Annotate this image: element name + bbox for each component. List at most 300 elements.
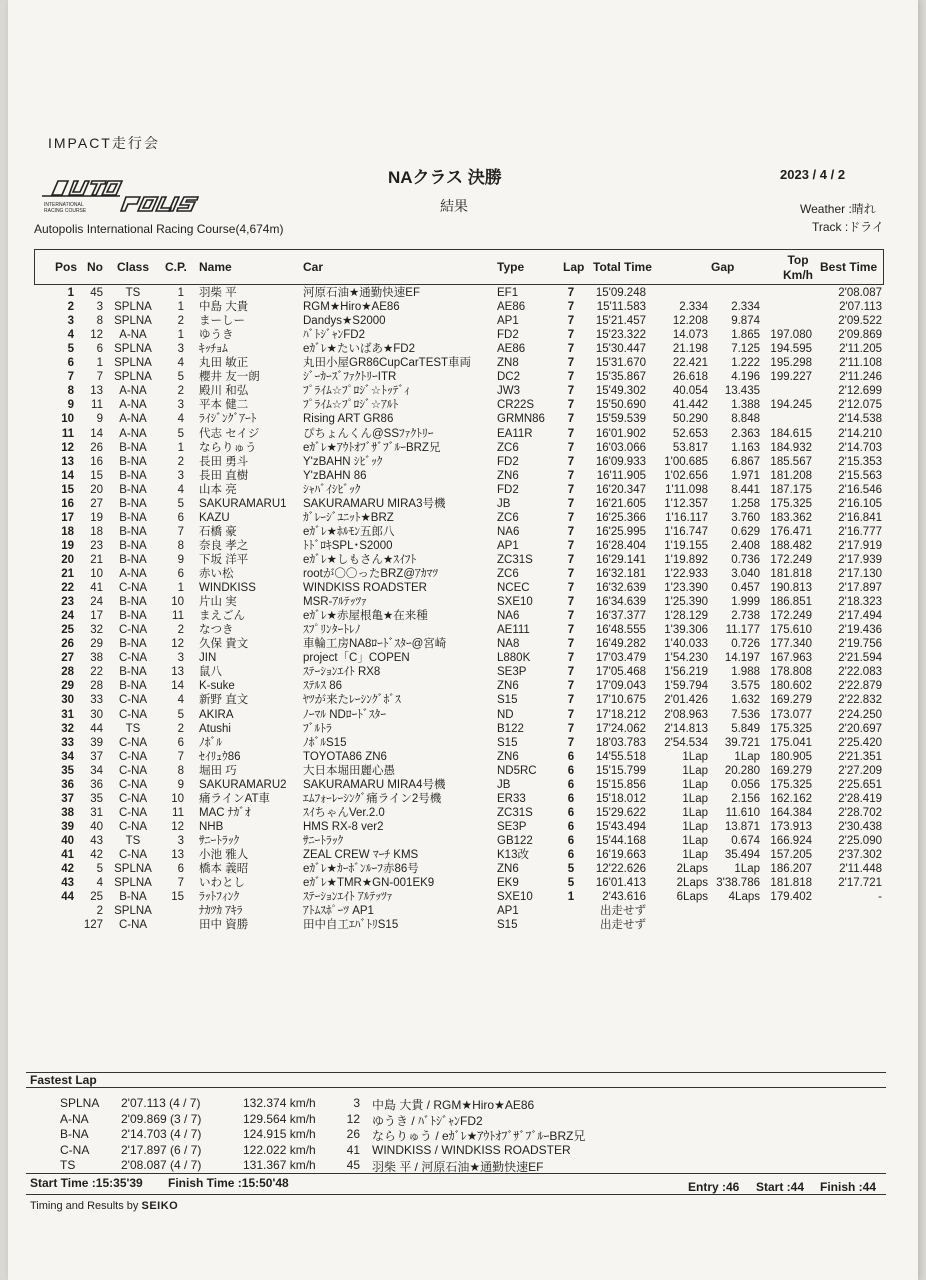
cell-class: B-NA — [119, 455, 147, 468]
cell-class-position: 1 — [177, 329, 184, 342]
cell-gap-to-previous: 0.457 — [731, 582, 760, 595]
cell-car-type: GB122 — [497, 834, 533, 847]
cell-pos: 37 — [61, 792, 74, 805]
col-type: Type — [497, 260, 525, 274]
cell-gap-to-leader: 1Lap — [682, 764, 708, 777]
cell-top-speed: 184.932 — [770, 441, 812, 454]
cell-car-type: EA11R — [497, 427, 533, 440]
cell-driver-name: SAKURAMARU2 — [199, 778, 287, 791]
cell-best-time: 2'08.087 — [838, 287, 882, 299]
table-row — [8, 863, 918, 876]
table-row — [8, 765, 918, 778]
cell-car-name: 車輪工房NA8ﾛｰﾄﾞｽﾀｰ@宮崎 — [303, 638, 447, 651]
fl-speed: 124.915 km/h — [243, 1127, 316, 1142]
autopolis-logo — [40, 178, 250, 216]
cell-driver-name: ｷｯﾁｮﾑ — [199, 343, 228, 356]
cell-pos: 13 — [61, 455, 74, 468]
table-row — [8, 779, 918, 792]
cell-class: B-NA — [119, 610, 147, 623]
cell-laps: 7 — [567, 483, 575, 496]
cell-car-type: JB — [497, 497, 511, 510]
cell-gap-to-previous: 6.867 — [731, 455, 760, 468]
cell-car-number: 2 — [96, 905, 103, 918]
cell-driver-name: K-suke — [199, 680, 235, 693]
cell-total-time: 15'09.248 — [595, 287, 646, 299]
cell-laps: 7 — [567, 539, 575, 552]
cell-top-speed: 166.924 — [770, 834, 812, 847]
cell-best-time: 2'20.697 — [838, 722, 882, 735]
table-row — [8, 737, 918, 750]
cell-gap-to-previous: 20.280 — [724, 764, 760, 777]
cell-class-position: 1 — [177, 441, 184, 454]
cell-car-number: 30 — [90, 708, 103, 721]
cell-driver-name: 山本 亮 — [199, 483, 237, 496]
table-row — [8, 751, 918, 764]
cell-pos: 25 — [61, 624, 74, 637]
table-row — [8, 919, 918, 932]
cell-pos: 21 — [61, 568, 74, 580]
cell-laps: 7 — [567, 301, 575, 314]
cell-total-time: 14'55.518 — [595, 750, 646, 763]
cell-class: B-NA — [119, 638, 147, 651]
cell-laps: 7 — [567, 553, 575, 566]
cell-total-time: 出走せず — [600, 905, 646, 918]
cell-car-number: 39 — [90, 736, 103, 749]
cell-car-number: 36 — [90, 778, 103, 791]
cell-top-speed: 199.227 — [770, 371, 812, 384]
cell-class-position: 3 — [177, 399, 184, 412]
event-name: IMPACT走行会 — [48, 135, 160, 151]
cell-pos: 17 — [61, 511, 74, 524]
divider — [26, 1194, 886, 1195]
cell-gap-to-leader: 1'28.129 — [664, 610, 708, 623]
cell-best-time: 2'16.105 — [838, 497, 882, 510]
cell-car-type: ER33 — [497, 792, 526, 805]
table-row — [8, 596, 918, 609]
cell-gap-to-previous: 3'38.786 — [716, 877, 760, 890]
cell-driver-name: まえごん — [199, 610, 245, 623]
cell-class-position: 6 — [177, 863, 184, 876]
cell-car-number: 12 — [90, 329, 103, 342]
cell-pos: 14 — [61, 469, 74, 482]
cell-class: SPLNA — [114, 863, 152, 876]
col-name: Name — [199, 260, 232, 274]
table-row — [8, 680, 918, 693]
cell-car-name: ﾌﾟﾗｲﾑ☆ﾌﾟﾛｼﾞ☆ｱﾙﾄ — [303, 399, 399, 412]
cell-top-speed: 178.808 — [770, 666, 812, 679]
cell-car-type: ND5RC — [497, 764, 537, 777]
fastest-lap-row — [8, 1096, 918, 1111]
cell-class: A-NA — [119, 329, 147, 342]
cell-best-time: 2'27.209 — [838, 764, 882, 777]
cell-driver-name: ﾗｯﾄﾌｨﾝｸ — [199, 891, 240, 904]
cell-top-speed: 175.325 — [770, 497, 812, 510]
cell-laps: 7 — [567, 722, 575, 735]
cell-gap-to-previous: 2.156 — [731, 792, 760, 805]
cell-driver-name: 丸田 敏正 — [199, 357, 249, 370]
cell-class-position: 10 — [171, 792, 184, 805]
cell-best-time: 2'21.594 — [838, 652, 882, 665]
cell-car-type: JB — [497, 778, 511, 791]
cell-gap-to-leader: 1Lap — [682, 792, 708, 805]
cell-laps: 7 — [567, 315, 575, 328]
cell-car-number: 37 — [90, 750, 103, 763]
cell-class: B-NA — [119, 511, 147, 524]
cell-car-name: MSR-ｱﾙﾃｯﾂｧ — [303, 596, 367, 609]
cell-car-type: NA8 — [497, 638, 520, 651]
cell-gap-to-previous: 1.865 — [731, 329, 760, 342]
cell-car-name: eｶﾞﾚ★ｶｰﾎﾞﾝﾙｰﾌ赤86号 — [303, 863, 419, 876]
cell-top-speed: 169.279 — [770, 764, 812, 777]
cell-gap-to-leader: 53.817 — [672, 441, 708, 454]
cell-class-position: 6 — [177, 568, 184, 580]
cell-best-time: 2'17.130 — [838, 568, 882, 580]
cell-class-position: 5 — [177, 371, 184, 384]
cell-total-time: 15'49.302 — [595, 385, 646, 398]
cell-pos: 32 — [61, 722, 74, 735]
cell-best-time: 2'24.250 — [838, 708, 882, 721]
cell-gap-to-previous: 1.971 — [731, 469, 760, 482]
cell-gap-to-leader: 1'02.656 — [664, 469, 708, 482]
cell-gap-to-previous: 1Lap — [734, 750, 760, 763]
table-row — [8, 891, 918, 904]
cell-top-speed: 175.041 — [770, 736, 812, 749]
cell-total-time: 16'34.639 — [595, 596, 646, 609]
cell-car-number: 43 — [90, 834, 103, 847]
fl-car-number: 12 — [346, 1111, 360, 1126]
cell-gap-to-previous: 35.494 — [724, 849, 760, 861]
table-row — [8, 821, 918, 834]
cell-total-time: 16'32.181 — [595, 568, 646, 580]
cell-driver-name: ならりゅう — [199, 441, 257, 454]
cell-pos: 18 — [61, 525, 74, 538]
cell-class-position: 7 — [177, 525, 184, 538]
cell-class-position: 1 — [177, 301, 184, 314]
fl-car-number: 41 — [346, 1142, 360, 1157]
table-row — [8, 666, 918, 679]
cell-pos: 8 — [67, 385, 74, 398]
cell-top-speed: 181.208 — [770, 469, 812, 482]
cell-car-name: ﾌﾟﾗｲﾑ☆ﾌﾟﾛｼﾞ☆ﾄｯﾃﾞｨ — [303, 385, 410, 398]
cell-car-type: ZN6 — [497, 750, 519, 763]
cell-pos: 19 — [61, 539, 74, 552]
cell-class-position: 4 — [177, 483, 184, 496]
cell-car-number: 15 — [90, 469, 103, 482]
cell-car-name: ｴﾑﾌｫｰﾚｰｼﾝｸﾞ痛ライン2号機 — [303, 792, 442, 805]
cell-gap-to-previous: 11.610 — [725, 806, 760, 819]
cell-laps: 6 — [567, 750, 575, 763]
cell-car-type: AP1 — [497, 539, 519, 552]
cell-class-position: 2 — [177, 385, 184, 398]
cell-best-time: 2'07.113 — [839, 301, 882, 314]
cell-gap-to-leader: 2'14.813 — [664, 722, 708, 735]
cell-top-speed: 172.249 — [770, 610, 812, 623]
divider — [26, 1173, 886, 1174]
cell-driver-name: 平本 健二 — [199, 399, 249, 412]
fl-driver-car: WINDKISS / WINDKISS ROADSTER — [372, 1142, 571, 1157]
cell-total-time: 16'28.404 — [595, 539, 646, 552]
cell-gap-to-leader: 1Lap — [682, 778, 708, 791]
svg-text:INTERNATIONAL: INTERNATIONAL — [44, 202, 84, 208]
cell-top-speed: 175.325 — [770, 722, 812, 735]
cell-driver-name: 殿川 和弘 — [199, 385, 249, 398]
cell-best-time: 2'17.897 — [838, 582, 882, 595]
cell-gap-to-leader: 2'54.534 — [664, 736, 708, 749]
cell-driver-name: 痛ラインAT車 — [199, 792, 270, 805]
cell-class: SPLNA — [114, 371, 152, 384]
cell-car-name: HMS RX-8 ver2 — [303, 820, 384, 833]
cell-gap-to-leader: 1'39.306 — [664, 624, 708, 637]
cell-car-type: ZC31S — [497, 806, 533, 819]
cell-gap-to-previous: 1.388 — [731, 399, 760, 412]
cell-total-time: 15'44.168 — [595, 834, 646, 847]
cell-class: A-NA — [119, 413, 147, 426]
cell-best-time: 2'19.756 — [838, 638, 882, 651]
fl-lap-time: 2'08.087 (4 / 7) — [121, 1158, 202, 1173]
cell-class: C-NA — [118, 750, 148, 763]
table-row — [8, 624, 918, 637]
cell-laps: 7 — [567, 343, 575, 356]
cell-best-time: 2'11.205 — [839, 343, 882, 356]
cell-total-time: 16'09.933 — [595, 455, 646, 468]
cell-laps: 7 — [567, 568, 575, 580]
fastest-lap-row — [8, 1158, 918, 1173]
table-row — [8, 723, 918, 736]
cell-class: SPLNA — [114, 905, 152, 918]
col-no: No — [87, 260, 103, 274]
cell-best-time: 2'17.494 — [838, 610, 882, 623]
cell-total-time: 出走せず — [600, 919, 646, 932]
cell-class: B-NA — [119, 497, 147, 510]
cell-pos: 12 — [61, 441, 74, 454]
cell-car-number: 10 — [90, 568, 103, 580]
cell-class-position: 8 — [177, 539, 184, 552]
cell-best-time: 2'14.703 — [838, 441, 882, 454]
cell-gap-to-previous: 4Laps — [728, 891, 760, 904]
cell-car-name: ﾉｰﾏﾙ NDﾛｰﾄﾞｽﾀｰ — [303, 708, 387, 721]
cell-driver-name: いわとし — [199, 877, 245, 890]
cell-gap-to-previous: 2.334 — [731, 301, 760, 314]
cell-total-time: 2'43.616 — [602, 891, 646, 904]
fl-class: SPLNA — [60, 1096, 100, 1110]
start-time: Start Time :15:35'39 — [30, 1176, 143, 1190]
cell-gap-to-previous: 4.196 — [731, 371, 760, 384]
cell-pos: 6 — [67, 357, 74, 370]
cell-top-speed: 194.245 — [770, 399, 812, 412]
cell-car-type: AP1 — [497, 905, 519, 918]
table-row — [8, 540, 918, 553]
cell-laps: 6 — [567, 792, 575, 805]
cell-best-time: 2'14.210 — [838, 427, 882, 440]
cell-car-name: Dandys★S2000 — [303, 315, 386, 328]
cell-car-name: ｽﾌﾟﾘﾝﾀｰﾄﾚﾉ — [303, 624, 361, 637]
col-top-speed: Top Km/h — [783, 253, 813, 282]
cell-total-time: 15'31.670 — [595, 357, 646, 370]
cell-laps: 7 — [567, 610, 575, 623]
table-row — [8, 877, 918, 890]
fl-class: C-NA — [60, 1142, 90, 1157]
cell-class-position: 7 — [177, 750, 184, 763]
cell-car-number: 42 — [90, 849, 103, 861]
cell-class: B-NA — [119, 441, 147, 454]
cell-top-speed: 172.249 — [770, 553, 812, 566]
cell-gap-to-leader: 1'19.892 — [664, 553, 708, 566]
cell-driver-name: KAZU — [199, 511, 230, 524]
cell-total-time: 16'21.605 — [595, 497, 646, 510]
cell-car-name: TOYOTA86 ZN6 — [303, 750, 387, 763]
fl-driver-car: 羽柴 平 / 河原石油★通勤快速EF — [372, 1160, 544, 1175]
cell-laps: 6 — [567, 806, 575, 819]
cell-car-number: 19 — [90, 511, 103, 524]
cell-pos: 35 — [61, 764, 74, 777]
cell-pos: 34 — [61, 750, 74, 763]
cell-total-time: 16'48.555 — [595, 624, 646, 637]
cell-class-position: 1 — [177, 287, 184, 299]
cell-car-number: 21 — [90, 553, 103, 566]
cell-car-type: FD2 — [497, 455, 519, 468]
table-row — [8, 413, 918, 426]
cell-car-number: 26 — [90, 441, 103, 454]
cell-car-name: Y'zBAHN ｼﾋﾞｯｸ — [303, 455, 383, 468]
cell-best-time: 2'30.438 — [838, 820, 882, 833]
fl-class: A-NA — [60, 1111, 89, 1126]
cell-total-time: 16'25.995 — [595, 525, 646, 538]
cell-car-type: ND — [497, 708, 514, 721]
cell-class-position: 7 — [177, 877, 184, 890]
divider — [26, 1072, 886, 1073]
cell-total-time: 12'22.626 — [595, 863, 646, 876]
cell-laps: 7 — [567, 469, 575, 482]
cell-gap-to-leader: 41.442 — [672, 399, 708, 412]
col-total-time: Total Time — [593, 260, 652, 274]
table-row — [8, 357, 918, 370]
cell-car-type: NA6 — [497, 525, 520, 538]
table-row — [8, 849, 918, 862]
table-row — [8, 456, 918, 469]
cell-best-time: 2'11.246 — [839, 371, 882, 384]
cell-pos: 16 — [61, 497, 74, 510]
cell-car-name: Y'zBAHN 86 — [303, 469, 367, 482]
cell-pos: 43 — [61, 877, 74, 890]
cell-class-position: 10 — [171, 596, 184, 609]
cell-gap-to-previous: 8.441 — [731, 483, 760, 496]
cell-total-time: 15'15.799 — [595, 764, 646, 777]
cell-gap-to-previous: 5.849 — [731, 722, 760, 735]
cell-top-speed: 181.818 — [770, 877, 812, 890]
cell-laps: 7 — [567, 357, 575, 370]
cell-total-time: 15'18.012 — [595, 792, 646, 805]
cell-driver-name: WINDKISS — [199, 582, 256, 595]
cell-pos: 3 — [67, 315, 74, 328]
cell-class-position: 2 — [177, 624, 184, 637]
cell-car-type: L880K — [497, 652, 531, 665]
cell-class: SPLNA — [114, 343, 152, 356]
cell-gap-to-previous: 1.258 — [731, 497, 760, 510]
cell-class: B-NA — [119, 891, 147, 904]
cell-car-type: S15 — [497, 919, 518, 932]
cell-total-time: 17'10.675 — [595, 694, 646, 707]
cell-driver-name: ｾｲﾘｭｳ86 — [199, 750, 241, 763]
cell-pos: 20 — [61, 553, 74, 566]
cell-car-name: ﾌﾞﾙﾄﾗ — [303, 722, 332, 735]
cell-total-time: 15'23.322 — [595, 329, 646, 342]
cell-driver-name: なつき — [199, 624, 234, 637]
fl-lap-time: 2'17.897 (6 / 7) — [121, 1142, 202, 1157]
cell-car-name: rootが〇〇ったBRZ@ｱｶﾏﾂ — [303, 568, 438, 580]
cell-laps: 5 — [567, 863, 575, 876]
fl-speed: 122.022 km/h — [243, 1142, 316, 1157]
cell-driver-name: 新野 直文 — [199, 694, 249, 707]
col-lap: Lap — [563, 260, 585, 274]
cell-car-type: ZN6 — [497, 469, 519, 482]
cell-class-position: 4 — [177, 357, 184, 370]
cell-class-position: 3 — [177, 834, 184, 847]
cell-car-number: 40 — [90, 820, 103, 833]
cell-car-name: 大日本堀田麗心愚 — [303, 764, 395, 777]
cell-pos: 31 — [61, 708, 74, 721]
cell-class: C-NA — [118, 624, 148, 637]
cell-top-speed: 185.567 — [770, 455, 812, 468]
cell-class: C-NA — [118, 708, 148, 721]
cell-laps: 7 — [567, 441, 575, 454]
cell-class-position: 8 — [177, 764, 184, 777]
fl-car-number: 45 — [346, 1158, 360, 1173]
cell-pos: 1 — [67, 287, 74, 299]
venue: Autopolis International Racing Course(4,674m) — [34, 222, 284, 236]
cell-class: C-NA — [118, 764, 148, 777]
cell-laps: 6 — [567, 764, 575, 777]
cell-gap-to-previous: 7.125 — [731, 343, 760, 356]
col-cp: C.P. — [165, 260, 187, 274]
cell-gap-to-leader: 40.054 — [672, 385, 708, 398]
cell-driver-name: 片山 実 — [199, 596, 237, 609]
cell-driver-name: 代志 セイジ — [199, 427, 260, 440]
cell-gap-to-previous: 0.629 — [731, 525, 760, 538]
cell-driver-name: 櫻井 友一朗 — [199, 371, 260, 384]
cell-pos: 39 — [61, 820, 74, 833]
cell-top-speed: 175.610 — [770, 624, 812, 637]
cell-total-time: 15'29.622 — [595, 806, 646, 819]
cell-gap-to-leader: 1'16.117 — [665, 511, 708, 524]
cell-car-type: JW3 — [497, 385, 520, 398]
cell-top-speed: 176.471 — [770, 525, 812, 538]
cell-driver-name: ﾉﾎﾞﾙ — [199, 736, 222, 749]
cell-class: C-NA — [118, 778, 148, 791]
cell-best-time: 2'12.075 — [838, 399, 882, 412]
cell-top-speed: 164.384 — [770, 806, 812, 819]
cell-pos: 11 — [61, 427, 74, 440]
cell-car-name: ぴちょんくん@SSﾌｧｸﾄﾘｰ — [303, 427, 434, 440]
cell-class: C-NA — [118, 582, 148, 595]
cell-driver-name: 下坂 洋平 — [199, 553, 249, 566]
cell-car-type: AP1 — [497, 315, 519, 328]
col-best-time: Best Time — [820, 260, 878, 274]
cell-car-type: AE86 — [497, 343, 526, 356]
cell-top-speed: 181.818 — [770, 568, 812, 580]
cell-top-speed: 173.913 — [770, 820, 812, 833]
cell-class-position: 4 — [177, 413, 184, 426]
cell-class: C-NA — [118, 652, 148, 665]
cell-class-position: 13 — [171, 849, 184, 861]
table-row — [8, 610, 918, 623]
cell-pos: 7 — [67, 371, 74, 384]
cell-car-name: project「C」COPEN — [303, 652, 410, 665]
table-row — [8, 835, 918, 848]
cell-laps: 6 — [567, 820, 575, 833]
cell-pos: 15 — [61, 483, 74, 496]
seiko-logo: SEIKO — [141, 1200, 179, 1212]
cell-car-name: RGM★Hiro★AE86 — [303, 301, 400, 314]
